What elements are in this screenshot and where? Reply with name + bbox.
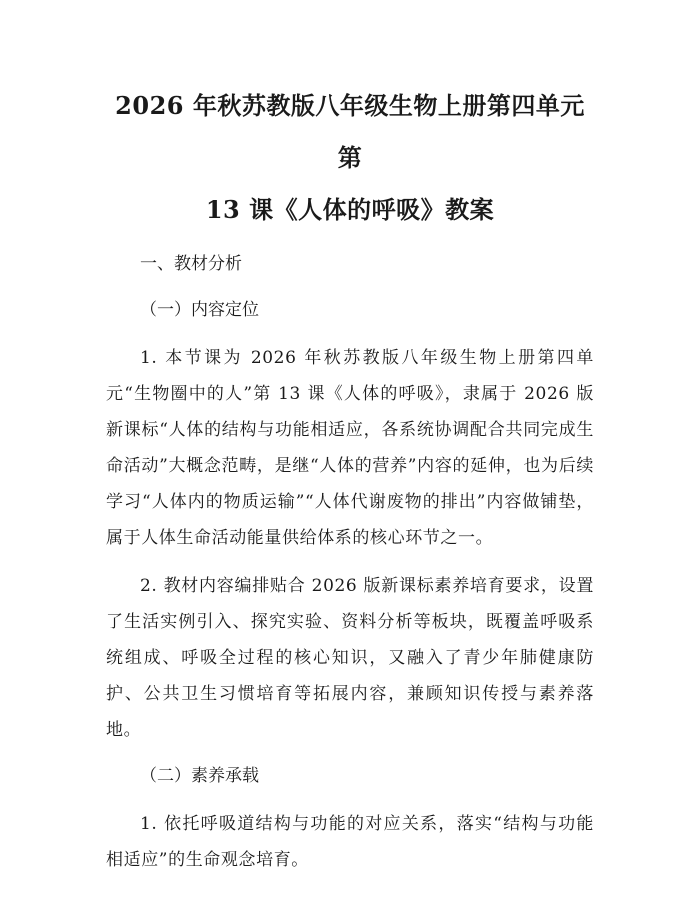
section-heading: 一、教材分析 (140, 254, 242, 274)
paragraph: 2. 教材内容编排贴合 2026 版新课标素养培育要求，设置了生活实例引入、探究实验、资料分析等板块，既覆盖呼吸系统组成、呼吸全过程的核心知识，又融入了青少年肺健康防护、公共卫生习惯培育等拓展内容，兼顾知识传授与素养落地。 (106, 576, 594, 740)
paragraph: 1. 依托呼吸道结构与功能的对应关系，落实“结构与功能相适应”的生命观念培育。 (106, 814, 594, 870)
title-line-2: 13 课《人体的呼吸》教案 (205, 195, 495, 224)
subsection-heading: （二）素养承载 (140, 766, 259, 786)
subsection-heading: （一）内容定位 (140, 300, 259, 320)
document-title (106, 80, 594, 236)
title-line-1: 2026 年秋苏教版八年级生物上册第四单元第 (115, 91, 585, 172)
paragraph: 1. 本节课为 2026 年秋苏教版八年级生物上册第四单元“生物圈中的人”第 13 课《人体的呼吸》，隶属于 2026 版新课标“人体的结构与功能相适应，各系统协调配合共同完成生命活动”大概念范畴，是继“人体的营养”内容的延伸，也为后续学习“人体内的物质运输”“人体代谢废物的排出”内容做铺垫，属于人体生命活动能量供给体系的核心环节之一。 (106, 348, 594, 548)
